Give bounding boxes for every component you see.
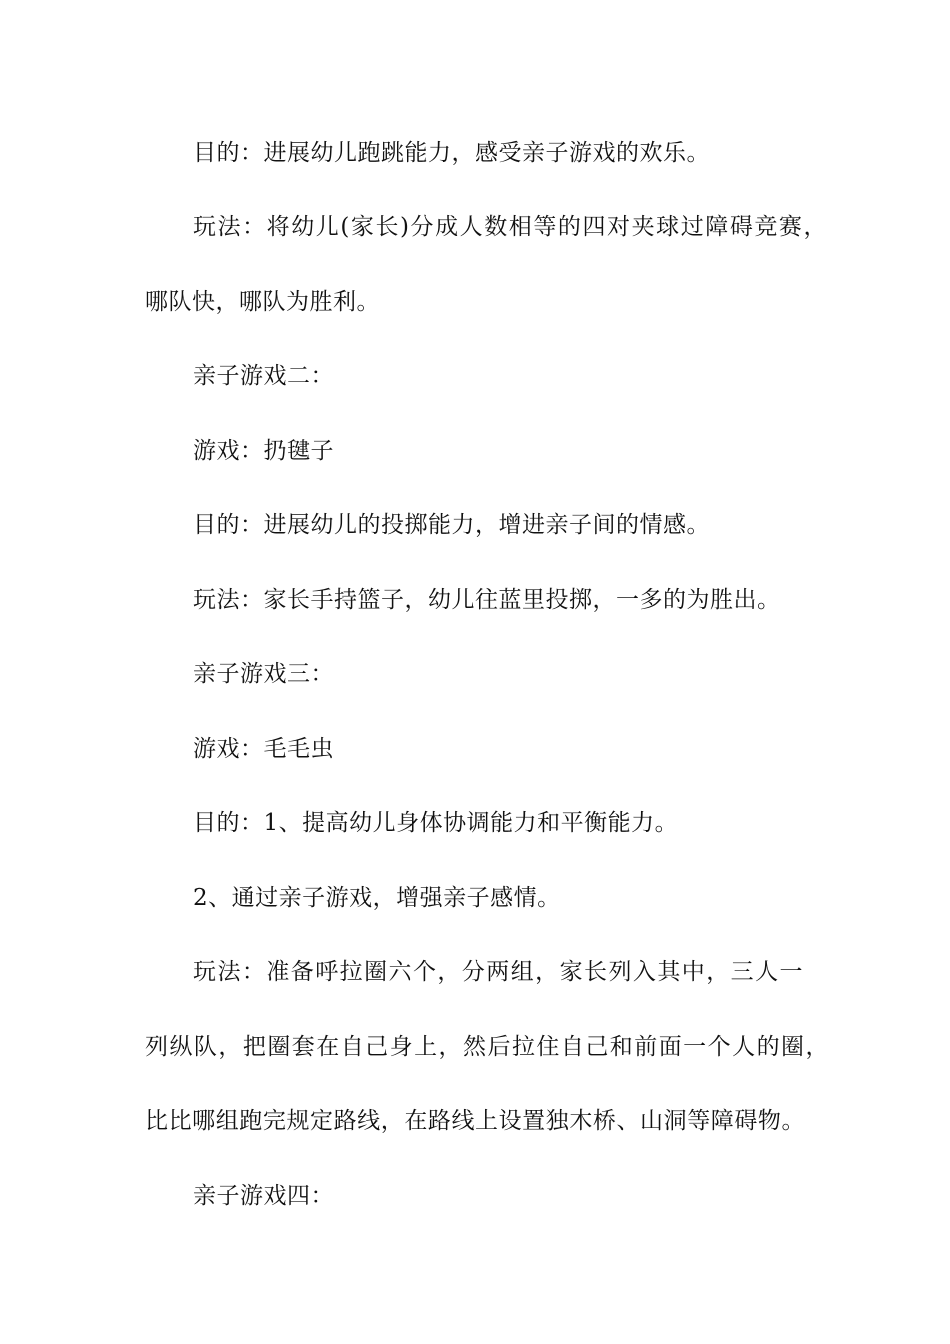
paragraph-line: 玩法：将幼儿(家长)分成人数相等的四对夹球过障碍竞赛， bbox=[193, 214, 827, 240]
section-heading: 亲子游戏四： bbox=[193, 1183, 334, 1209]
paragraph-line: 哪队快，哪队为胜利。 bbox=[145, 289, 380, 315]
paragraph-line: 游戏：毛毛虫 bbox=[193, 736, 334, 762]
paragraph-line: 游戏：扔毽子 bbox=[193, 438, 334, 464]
paragraph-line: 玩法：家长手持篮子，幼儿往蓝里投掷，一多的为胜出。 bbox=[193, 587, 781, 613]
paragraph-line: 目的：进展幼儿的投掷能力，增进亲子间的情感。 bbox=[193, 512, 710, 538]
paragraph-line: 目的：进展幼儿跑跳能力，感受亲子游戏的欢乐。 bbox=[193, 140, 710, 166]
paragraph-line: 玩法：准备呼拉圈六个，分两组，家长列入其中，三人一 bbox=[193, 959, 803, 985]
paragraph-line: 2、通过亲子游戏，增强亲子感情。 bbox=[193, 885, 561, 911]
section-heading: 亲子游戏三： bbox=[193, 661, 334, 687]
section-heading: 亲子游戏二： bbox=[193, 363, 334, 389]
paragraph-line: 目的：1、提高幼儿身体协调能力和平衡能力。 bbox=[193, 810, 679, 836]
paragraph-line: 比比哪组跑完规定路线，在路线上设置独木桥、山洞等障碍物。 bbox=[145, 1108, 805, 1134]
paragraph-line: 列纵队，把圈套在自己身上，然后拉住自己和前面一个人的圈， bbox=[145, 1034, 829, 1060]
